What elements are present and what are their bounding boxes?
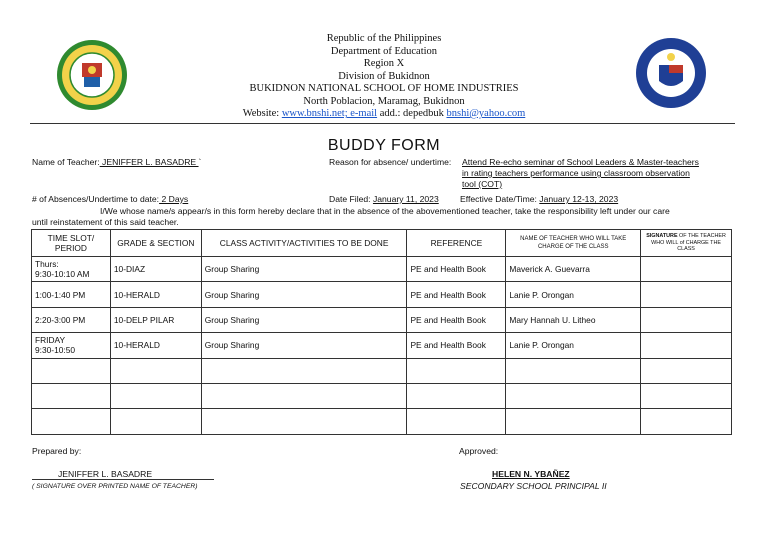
reason-value-line2: in rating teachers performance using classroom observation	[462, 168, 690, 178]
header-divider	[30, 123, 735, 124]
reference-cell: PE and Health Book	[407, 257, 506, 282]
table-row	[32, 333, 732, 358]
teacher-cell: Lanie P. Orongan	[506, 282, 641, 307]
header-line: Region X	[363, 58, 405, 69]
header-activity: CLASS ACTIVITY/ACTIVITIES TO BE DONE	[201, 230, 407, 257]
header-signature: SIGNATURE OF THE TEACHER WHO WILL of CHARGE THE CLASS	[641, 230, 732, 257]
approved-title: SECONDARY SCHOOL PRINCIPAL II	[460, 481, 607, 491]
activity-cell: Group Sharing	[201, 333, 407, 358]
activity-cell: Group Sharing	[201, 257, 407, 282]
header-time-slot: TIME SLOT/ PERIOD	[32, 230, 111, 257]
grade-cell: 10-DELP PILAR	[110, 307, 201, 332]
time-cell: Thurs: 9:30-10:10 AM	[32, 257, 111, 282]
declaration-line2: until reinstatement of this said teacher.	[32, 217, 179, 227]
website-link[interactable]: www.bnshi.net; e-mail	[281, 108, 378, 119]
effective-date-field: Effective Date/Time: January 12-13, 2023	[460, 194, 619, 204]
table-row-empty	[32, 383, 732, 408]
table-row-empty	[32, 409, 732, 434]
reference-cell: PE and Health Book	[407, 307, 506, 332]
email-link[interactable]: bnshi@yahoo.com	[446, 108, 526, 119]
grade-cell: 10-HERALD	[110, 282, 201, 307]
prepared-by-name: JENIFFER L. BASADRE	[58, 469, 153, 479]
table-row	[32, 257, 732, 282]
header-line: Republic of the Philippines	[326, 33, 442, 44]
school-name: BUKIDNON NATIONAL SCHOOL OF HOME INDUSTRIES	[249, 83, 519, 94]
reason-value-line3: tool (COT)	[462, 179, 503, 189]
teacher-cell: Mary Hannah U. Litheo	[506, 307, 641, 332]
teacher-name-field: Name of Teacher: JENIFFER L. BASADRE `	[32, 157, 202, 167]
reason-label: Reason for absence/ undertime:	[329, 157, 452, 167]
header-grade-section: GRADE & SECTION	[110, 230, 201, 257]
header-teacher-name: NAME OF TEACHER WHO WILL TAKE CHARGE OF THE CLASS	[506, 230, 641, 257]
signature-line	[32, 479, 214, 480]
teacher-cell: Lanie P. Orongan	[506, 333, 641, 358]
signature-cell	[641, 282, 732, 307]
absences-field: # of Absences/Undertime to date: 2 Days	[32, 194, 189, 204]
header-line: Division of Bukidnon	[338, 70, 430, 82]
table-header-row	[32, 230, 732, 257]
header-website-line: Website: www.bnshi.net; e-mail add.: depedbuk bnshi@yahoo.com	[242, 108, 526, 119]
activity-cell: Group Sharing	[201, 307, 407, 332]
effective-date-value: January 12-13, 2023	[539, 194, 619, 204]
reference-cell: PE and Health Book	[407, 333, 506, 358]
table-row-empty	[32, 358, 732, 383]
table-row	[32, 282, 732, 307]
time-cell: 1:00-1:40 PM	[32, 282, 111, 307]
reason-value-line1: Attend Re-echo seminar of School Leaders & Master-teachers	[462, 157, 699, 167]
time-cell: FRIDAY 9:30-10:50	[32, 333, 111, 358]
time-cell: 2:20-3:00 PM	[32, 307, 111, 332]
grade-cell: 10-HERALD	[110, 333, 201, 358]
teacher-name-value: JENIFFER L. BASADRE	[99, 157, 199, 167]
signature-cell	[641, 307, 732, 332]
buddy-table	[31, 229, 732, 435]
header-reference: REFERENCE	[407, 230, 506, 257]
form-title: BUDDY FORM	[327, 137, 441, 154]
date-filed-field: Date Filed: January 11, 2023	[329, 194, 439, 204]
prepared-by-caption: ( SIGNATURE OVER PRINTED NAME OF TEACHER)	[32, 483, 198, 490]
grade-cell: 10-DIAZ	[110, 257, 201, 282]
reference-cell: PE and Health Book	[407, 282, 506, 307]
signature-cell	[641, 257, 732, 282]
header-line: Department of Education	[330, 45, 438, 57]
absences-value: 2 Days	[159, 194, 189, 204]
table-row	[32, 307, 732, 332]
header-address: North Poblacion, Maramag, Bukidnon	[303, 95, 465, 107]
prepared-by-label: Prepared by:	[32, 446, 82, 456]
teacher-cell: Maverick A. Guevarra	[506, 257, 641, 282]
declaration-line1: I/We whose name/s appear/s in this form hereby declare that in the absence of the abovementioned teacher, take the responsibility left under our care	[100, 206, 670, 216]
approved-name: HELEN N. YBAÑEZ	[492, 469, 570, 479]
approved-label: Approved:	[459, 446, 499, 456]
date-filed-value: January 11, 2023	[372, 194, 439, 204]
signature-cell	[641, 333, 732, 358]
activity-cell: Group Sharing	[201, 282, 407, 307]
